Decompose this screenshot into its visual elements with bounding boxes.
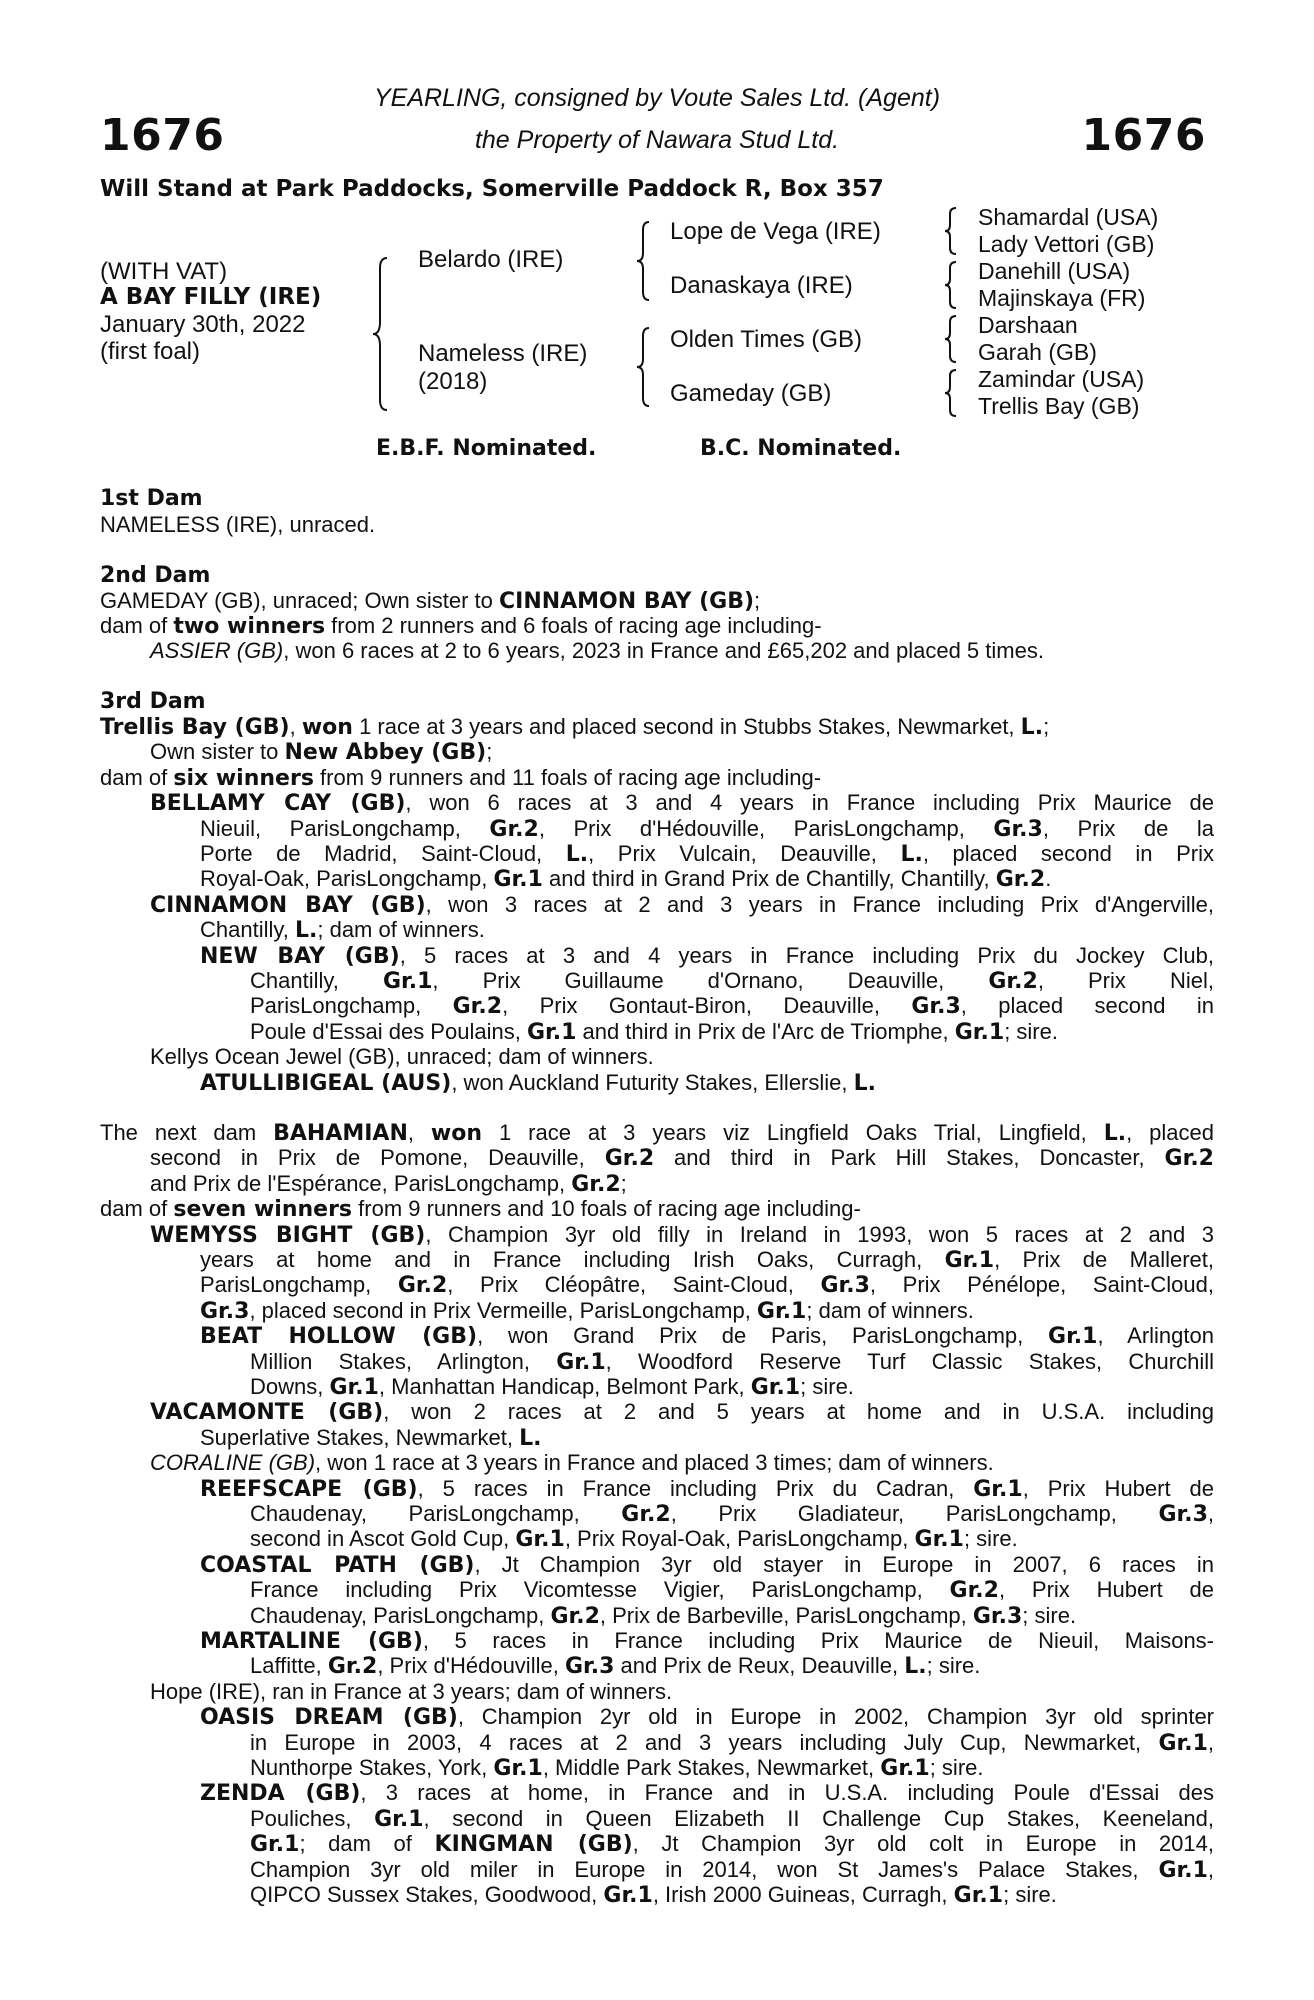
- g3-ancestor: Trellis Bay (GB): [978, 393, 1140, 419]
- emphasis-text: Gr.1: [374, 1806, 424, 1832]
- brace-g3-4: [944, 368, 958, 418]
- emphasis-text: VACAMONTE (GB): [150, 1400, 384, 1426]
- next-dam-line: second in Prix de Pomone, Deauville, Gr.2 and third in Park Hill Stakes, Doncaster, Gr.2: [150, 1145, 1214, 1172]
- next-dam-line: Chaudenay, ParisLongchamp, Gr.2, Prix de Barbeville, ParisLongchamp, Gr.3; sire.: [250, 1602, 1077, 1629]
- third-dam-line: NEW BAY (GB), 5 races at 3 and 4 years in France including Prix du Jockey Club,: [200, 942, 1214, 969]
- third-dam-line: Own sister to New Abbey (GB);: [150, 739, 493, 766]
- emphasis-text: Gr.1: [944, 1248, 995, 1273]
- horse-foal-note: (first foal): [100, 338, 201, 365]
- second-dam-line-2: dam of two winners from 2 runners and 6 foals of racing age including-: [100, 613, 822, 639]
- third-dam-heading: 3rd Dam: [100, 689, 206, 714]
- emphasis-text: BELLAMY CAY (GB): [150, 791, 406, 817]
- emphasis-text: L.: [1020, 715, 1044, 740]
- next-dam-line: Superlative Stakes, Newmarket, L.: [200, 1424, 542, 1451]
- dam-dam-name: Gameday (GB): [670, 380, 832, 407]
- emphasis-text: L.: [904, 1654, 927, 1680]
- emphasis-text: seven winners: [173, 1197, 353, 1223]
- third-dam-line: BELLAMY CAY (GB), won 6 races at 3 and 4 years in France including Prix Maurice de: [150, 790, 1214, 817]
- third-dam-line: Chantilly, Gr.1, Prix Guillaume d'Ornano, Deauville, Gr.2, Prix Niel,: [250, 968, 1214, 994]
- lot-number-right: 1676: [1081, 110, 1206, 161]
- next-dam-line: MARTALINE (GB), 5 races in France including Prix Maurice de Nieuil, Maisons-: [200, 1628, 1215, 1654]
- emphasis-text: Gr.1: [526, 1019, 577, 1045]
- emphasis-text: Gr.2: [995, 867, 1046, 893]
- consignment-line-1: YEARLING, consigned by Voute Sales Ltd. (Agent): [373, 84, 941, 112]
- emphasis-text: New Abbey (GB): [284, 740, 487, 766]
- emphasis-text: OASIS DREAM (GB): [200, 1705, 458, 1731]
- next-dam-line: France including Prix Vicomtesse Vigier, ParisLongchamp, Gr.2, Prix Hubert de: [250, 1577, 1215, 1604]
- next-dam-line: in Europe in 2003, 4 races at 2 and 3 years including July Cup, Newmarket, Gr.1,: [250, 1729, 1214, 1756]
- third-dam-line: ParisLongchamp, Gr.2, Prix Gontaut-Biron, Deauville, Gr.3, placed second in: [250, 993, 1215, 1020]
- first-dam-text: NAMELESS (IRE), unraced.: [100, 512, 376, 537]
- next-dam-line: OASIS DREAM (GB), Champion 2yr old in Europe in 2002, Champion 3yr old sprinter: [200, 1704, 1215, 1731]
- horse-name: A BAY FILLY (IRE): [100, 284, 322, 310]
- dam-sire-name: Olden Times (GB): [670, 326, 863, 353]
- vat-label: (WITH VAT): [100, 258, 228, 285]
- emphasis-text: six winners: [173, 765, 314, 791]
- second-dam-line-3: ASSIER (GB), won 6 races at 2 to 6 years, 2023 in France and £65,202 and placed 5 times.: [150, 638, 1044, 663]
- emphasis-text: Gr.3: [200, 1298, 250, 1324]
- ebf-nomination: E.B.F. Nominated.: [376, 436, 597, 461]
- next-dam-line: Chaudenay, ParisLongchamp, Gr.2, Prix Gladiateur, ParisLongchamp, Gr.3,: [250, 1501, 1214, 1527]
- emphasis-text: Gr.1: [953, 1883, 1004, 1908]
- emphasis-text: Gr.2: [550, 1603, 600, 1629]
- next-dam-line: second in Ascot Gold Cup, Gr.1, Prix Royal-Oak, ParisLongchamp, Gr.1; sire.: [250, 1526, 1018, 1553]
- emphasis-text: Gr.3: [820, 1273, 870, 1299]
- emphasis-text: KINGMAN (GB): [434, 1832, 633, 1858]
- emphasis-text: WEMYSS BIGHT (GB): [150, 1222, 426, 1248]
- sire-dam-name: Danaskaya (IRE): [670, 272, 853, 299]
- emphasis-text: Gr.2: [604, 1146, 655, 1172]
- emphasis-text: CORALINE (GB): [150, 1450, 316, 1476]
- sire-name: Belardo (IRE): [418, 246, 564, 273]
- emphasis-text: Gr.3: [564, 1654, 615, 1680]
- emphasis-text: Gr.1: [1158, 1857, 1208, 1883]
- third-dam-line: dam of six winners from 9 runners and 11 foals of racing age including-: [100, 764, 822, 791]
- emphasis-text: Gr.1: [329, 1375, 379, 1400]
- emphasis-text: NEW BAY (GB): [200, 943, 400, 969]
- next-dam-line: WEMYSS BIGHT (GB), Champion 3yr old filly in Ireland in 1993, won 5 races at 2 and 3: [150, 1221, 1214, 1248]
- emphasis-text: Gr.1: [250, 1832, 300, 1858]
- emphasis-text: Gr.1: [382, 969, 433, 994]
- emphasis-text: Gr.1: [1158, 1730, 1208, 1756]
- next-dam-line: Champion 3yr old miler in Europe in 2014, won St James's Palace Stakes, Gr.1,: [250, 1856, 1214, 1883]
- emphasis-text: COASTAL PATH (GB): [200, 1552, 475, 1578]
- horse-dob: January 30th, 2022: [100, 311, 306, 338]
- next-dam-line: COASTAL PATH (GB), Jt Champion 3yr old stayer in Europe in 2007, 6 races in: [200, 1551, 1214, 1578]
- emphasis-text: L.: [1103, 1121, 1127, 1146]
- emphasis-text: won: [301, 715, 353, 740]
- emphasis-text: ZENDA (GB): [200, 1781, 361, 1807]
- next-dam-line: Gr.1; dam of KINGMAN (GB), Jt Champion 3yr old colt in Europe in 2014,: [250, 1831, 1214, 1858]
- third-dam-line: ATULLIBIGEAL (AUS), won Auckland Futurity Stakes, Ellerslie, L.: [200, 1069, 877, 1096]
- next-dam-line: QIPCO Sussex Stakes, Goodwood, Gr.1, Irish 2000 Guineas, Curragh, Gr.1; sire.: [250, 1882, 1057, 1908]
- third-dam-line: Poule d'Essai des Poulains, Gr.1 and third in Prix de l'Arc de Triomphe, Gr.1; sire.: [250, 1018, 1058, 1045]
- third-dam-line: Chantilly, L.; dam of winners.: [200, 917, 485, 944]
- third-dam-line: CINNAMON BAY (GB), won 3 races at 2 and 3 years in France including Prix d'Angerville,: [150, 891, 1214, 918]
- emphasis-text: L.: [565, 842, 589, 867]
- next-dam-line: dam of seven winners from 9 runners and 10 foals of racing age including-: [100, 1196, 861, 1223]
- dam-name: Nameless (IRE): [418, 340, 588, 367]
- emphasis-text: Gr.1: [880, 1756, 930, 1781]
- emphasis-text: Gr.2: [327, 1654, 378, 1680]
- two-winners-ref: two winners: [173, 614, 326, 639]
- brace-g3-2: [944, 260, 958, 310]
- emphasis-text: Gr.2: [988, 969, 1038, 994]
- emphasis-text: Gr.3: [972, 1603, 1023, 1629]
- emphasis-text: MARTALINE (GB): [200, 1629, 423, 1654]
- third-dam-line: Kellys Ocean Jewel (GB), unraced; dam of winners.: [150, 1044, 654, 1070]
- next-dam-line: Downs, Gr.1, Manhattan Handicap, Belmont Park, Gr.1; sire.: [250, 1374, 854, 1400]
- emphasis-text: Gr.1: [750, 1375, 801, 1400]
- lot-number-left: 1676: [100, 110, 225, 161]
- emphasis-text: Gr.1: [493, 1756, 543, 1781]
- second-dam-line-1: GAMEDAY (GB), unraced; Own sister to CINNAMON BAY (GB);: [100, 588, 761, 614]
- g3-ancestor: Shamardal (USA): [978, 204, 1159, 230]
- next-dam-line: Hope (IRE), ran in France at 3 years; dam of winners.: [150, 1678, 673, 1704]
- emphasis-text: Gr.1: [603, 1883, 653, 1908]
- emphasis-text: Gr.1: [556, 1349, 606, 1375]
- emphasis-text: Gr.3: [1158, 1502, 1208, 1527]
- emphasis-text: Gr.2: [621, 1502, 671, 1527]
- emphasis-text: BAHAMIAN: [273, 1121, 408, 1146]
- emphasis-text: Gr.1: [493, 867, 543, 893]
- emphasis-text: REEFSCAPE (GB): [200, 1476, 418, 1502]
- consignment-line-2: the Property of Nawara Stud Ltd.: [474, 126, 840, 154]
- brace-sire: [636, 220, 652, 302]
- g3-ancestor: Lady Vettori (GB): [978, 231, 1155, 257]
- emphasis-text: L.: [294, 918, 318, 944]
- brace-g3-3: [944, 314, 958, 364]
- emphasis-text: L.: [853, 1070, 877, 1096]
- emphasis-text: Gr.1: [515, 1527, 565, 1553]
- third-dam-line: Royal-Oak, ParisLongchamp, Gr.1 and third in Grand Prix de Chantilly, Chantilly, Gr.2.: [200, 866, 1052, 893]
- bc-nomination: B.C. Nominated.: [700, 436, 902, 461]
- emphasis-text: CINNAMON BAY (GB): [150, 892, 426, 918]
- emphasis-text: Gr.3: [911, 994, 961, 1020]
- third-dam-line: Nieuil, ParisLongchamp, Gr.2, Prix d'Hédouville, ParisLongchamp, Gr.3, Prix de la: [200, 815, 1214, 842]
- emphasis-text: Gr.2: [397, 1273, 448, 1299]
- assier-ref: ASSIER (GB): [150, 638, 284, 663]
- emphasis-text: Gr.1: [973, 1476, 1023, 1502]
- emphasis-text: L.: [519, 1425, 542, 1451]
- next-dam-line: years at home and in France including Irish Oaks, Curragh, Gr.1, Prix de Malleret,: [200, 1247, 1214, 1273]
- emphasis-text: Gr.2: [949, 1578, 999, 1604]
- emphasis-text: Gr.1: [756, 1298, 807, 1324]
- next-dam-line: BEAT HOLLOW (GB), won Grand Prix de Paris, ParisLongchamp, Gr.1, Arlington: [200, 1323, 1214, 1350]
- next-dam-line: CORALINE (GB), won 1 race at 3 years in France and placed 3 times; dam of winners.: [150, 1450, 994, 1476]
- third-dam-line: Trellis Bay (GB), won 1 race at 3 years and placed second in Stubbs Stakes, Newmarket, L.;: [100, 714, 1050, 740]
- emphasis-text: Gr.3: [993, 816, 1043, 842]
- next-dam-line: Million Stakes, Arlington, Gr.1, Woodford Reserve Turf Classic Stakes, Churchill: [250, 1348, 1215, 1375]
- emphasis-text: Gr.2: [1164, 1146, 1214, 1172]
- emphasis-text: Gr.1: [1048, 1324, 1098, 1350]
- next-dam-line: VACAMONTE (GB), won 2 races at 2 and 5 years at home and in U.S.A. including: [150, 1399, 1214, 1426]
- next-dam-line: Nunthorpe Stakes, York, Gr.1, Middle Park Stakes, Newmarket, Gr.1; sire.: [250, 1755, 984, 1781]
- emphasis-text: BEAT HOLLOW (GB): [200, 1324, 478, 1350]
- next-dam-line: ParisLongchamp, Gr.2, Prix Cléopâtre, Saint-Cloud, Gr.3, Prix Pénélope, Saint-Cloud,: [200, 1272, 1214, 1299]
- g3-ancestor: Zamindar (USA): [978, 366, 1145, 392]
- location-line: Will Stand at Park Paddocks, Somerville Paddock R, Box 357: [100, 176, 884, 202]
- brace-dam: [636, 326, 652, 408]
- brace-main: [372, 256, 392, 412]
- g3-ancestor: Garah (GB): [978, 339, 1097, 365]
- next-dam-line: and Prix de l'Espérance, ParisLongchamp, Gr.2;: [150, 1170, 627, 1197]
- emphasis-text: Gr.2: [489, 816, 539, 842]
- first-dam-heading: 1st Dam: [100, 486, 203, 511]
- sire-sire-name: Lope de Vega (IRE): [670, 218, 881, 245]
- emphasis-text: Gr.1: [954, 1019, 1005, 1045]
- g3-ancestor: Majinskaya (FR): [978, 285, 1146, 311]
- next-dam-line: Laffitte, Gr.2, Prix d'Hédouville, Gr.3 and Prix de Reux, Deauville, L.; sire.: [250, 1653, 981, 1680]
- emphasis-text: Gr.2: [571, 1171, 621, 1197]
- brace-g3-1: [944, 206, 958, 256]
- emphasis-text: Gr.1: [914, 1527, 964, 1553]
- emphasis-text: Gr.2: [452, 994, 503, 1020]
- emphasis-text: won: [430, 1121, 483, 1146]
- next-dam-line: ZENDA (GB), 3 races at home, in France and in U.S.A. including Poule d'Essai des: [200, 1780, 1214, 1807]
- emphasis-text: L.: [900, 842, 923, 867]
- second-dam-heading: 2nd Dam: [100, 563, 211, 588]
- next-dam-line: Pouliches, Gr.1, second in Queen Elizabeth II Challenge Cup Stakes, Keeneland,: [250, 1805, 1214, 1832]
- emphasis-text: ATULLIBIGEAL (AUS): [200, 1070, 452, 1096]
- cinnamon-bay-ref: CINNAMON BAY (GB): [498, 589, 755, 614]
- third-dam-line: Porte de Madrid, Saint-Cloud, L., Prix Vulcain, Deauville, L., placed second in Prix: [200, 841, 1214, 867]
- next-dam-line: The next dam BAHAMIAN, won 1 race at 3 years viz Lingfield Oaks Trial, Lingfield, L., placed: [100, 1120, 1214, 1146]
- g3-ancestor: Danehill (USA): [978, 258, 1131, 284]
- g3-ancestor: Darshaan: [978, 312, 1078, 338]
- next-dam-line: REEFSCAPE (GB), 5 races in France including Prix du Cadran, Gr.1, Prix Hubert de: [200, 1475, 1214, 1502]
- dam-year: (2018): [418, 368, 488, 395]
- emphasis-text: Trellis Bay (GB): [100, 715, 290, 740]
- next-dam-line: Gr.3, placed second in Prix Vermeille, ParisLongchamp, Gr.1; dam of winners.: [200, 1297, 974, 1324]
